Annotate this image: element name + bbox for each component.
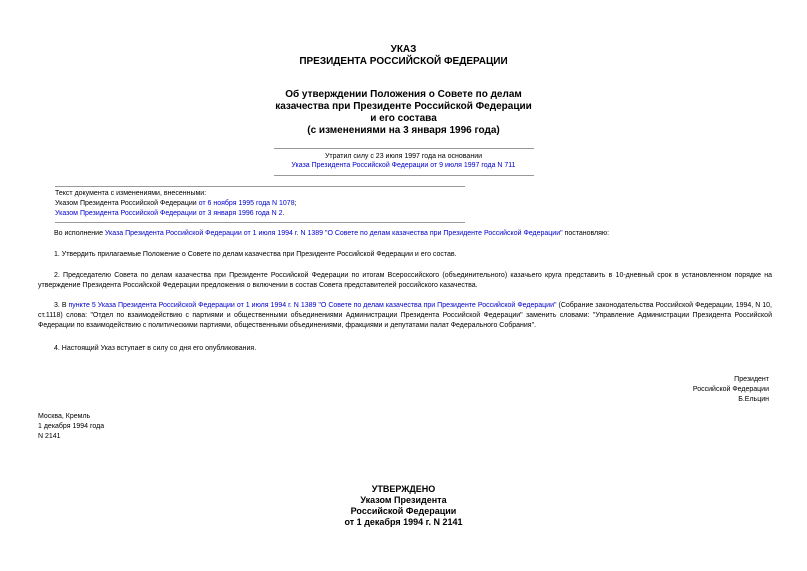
changes-top-rule — [55, 186, 465, 187]
heading-line-2: ПРЕЗИДЕНТА РОССИЙСКОЙ ФЕДЕРАЦИИ — [299, 56, 508, 67]
changes-item-1 — [55, 199, 789, 209]
paragraph-4: 4. Настоящий Указ вступает в силу со дня его опубликования. — [54, 345, 257, 352]
decree-1389-point-5-link[interactable]: пункте 5 Указа Президента Российской Федерации от 1 июля 1994 г. N 1389 "О Совете по делам казачества при Президенте Российской Федерации" — [66, 302, 557, 309]
approved-line-3: Российской Федерации — [350, 506, 457, 516]
approved-line-4: от 1 декабря 1994 г. N 2141 — [344, 517, 463, 527]
title-line-3: и его состава — [370, 113, 437, 124]
signature-line-3: Б.Ельцин — [738, 396, 769, 403]
signature-block — [693, 375, 769, 405]
title-line-4: (с изменениями на 3 января 1996 года) — [307, 125, 500, 136]
status-text: Утратил силу с 23 июля 1997 года на основании — [324, 153, 483, 160]
title-line-1: Об утверждении Положения о Совете по делам — [285, 89, 522, 100]
approved-line-2: Указом Президента — [360, 495, 447, 505]
status-top-rule — [274, 148, 534, 149]
changes-item-1-suffix: ; — [294, 200, 297, 207]
decree-1078-link[interactable]: от 6 ноября 1995 года N 1078 — [196, 200, 295, 207]
paragraph-3 — [38, 301, 772, 331]
signature-line-2: Российской Федерации — [692, 386, 769, 393]
status-block — [0, 152, 807, 170]
document-type-heading — [0, 44, 807, 68]
changes-block — [55, 189, 789, 219]
heading-line-1: УКАЗ — [390, 44, 417, 55]
approved-line-1: УТВЕРЖДЕНО — [371, 484, 436, 494]
paragraph-3-suffix: (Собрание законодательства Российской Федерации, 1994, N 10, ст.1118) слова: "Отдел по взаимодействию с партиями и общественными объединениями Администрации Президента Российской Федерации" заменить словами: "Управление Администрации Президента Российской Федерации по взаимодействию с политическими партиями, общественными объединениями, фракциями и депутатами палат Федерального Собрания". — [38, 302, 773, 329]
preamble-suffix: постановляю: — [562, 230, 610, 237]
paragraph-1: 1. Утвердить прилагаемые Положение о Совете по делам казачества при Президенте Российской Федерации и его состав. — [54, 251, 457, 258]
changes-item-2-suffix: . — [282, 210, 285, 217]
document-title — [0, 89, 807, 137]
title-line-2: казачества при Президенте Российской Федерации — [275, 101, 532, 112]
signature-line-1: Президент — [734, 376, 769, 383]
preamble — [38, 229, 772, 239]
decree-number: N 2141 — [38, 433, 61, 440]
preamble-prefix: Во исполнение — [54, 230, 103, 237]
date: 1 декабря 1994 года — [38, 423, 105, 430]
place: Москва, Кремль — [38, 413, 91, 420]
paragraph-2: 2. Председателю Совета по делам казачества при Президенте Российской Федерации по итогам Всероссийского (объединительного) казачьего круга представить в 10-дневный срок в установленном порядке на утверждение Президента Российской Федерации предложения о включении в состав Совета представителей российского казачества. — [38, 272, 772, 289]
paragraph-3-prefix: 3. В — [54, 302, 67, 309]
status-bottom-rule — [274, 175, 534, 176]
changes-item-2 — [55, 209, 789, 219]
repeal-decree-link[interactable]: Указа Президента Российской Федерации от 9 июля 1997 года N 711 — [291, 162, 516, 169]
changes-item-1-prefix: Указом Президента Российской Федерации — [55, 200, 197, 207]
decree-2-link[interactable]: Указом Президента Российской Федерации от 3 января 1996 года N 2 — [55, 210, 283, 217]
changes-intro: Текст документа с изменениями, внесенными: — [55, 190, 207, 197]
place-date-block — [38, 412, 772, 442]
changes-bottom-rule — [55, 222, 465, 223]
approved-block — [0, 484, 807, 528]
decree-1389-link[interactable]: Указа Президента Российской Федерации от 1 июля 1994 г. N 1389 "О Совете по делам казачества при Президенте Российской Федерации" — [102, 230, 563, 237]
